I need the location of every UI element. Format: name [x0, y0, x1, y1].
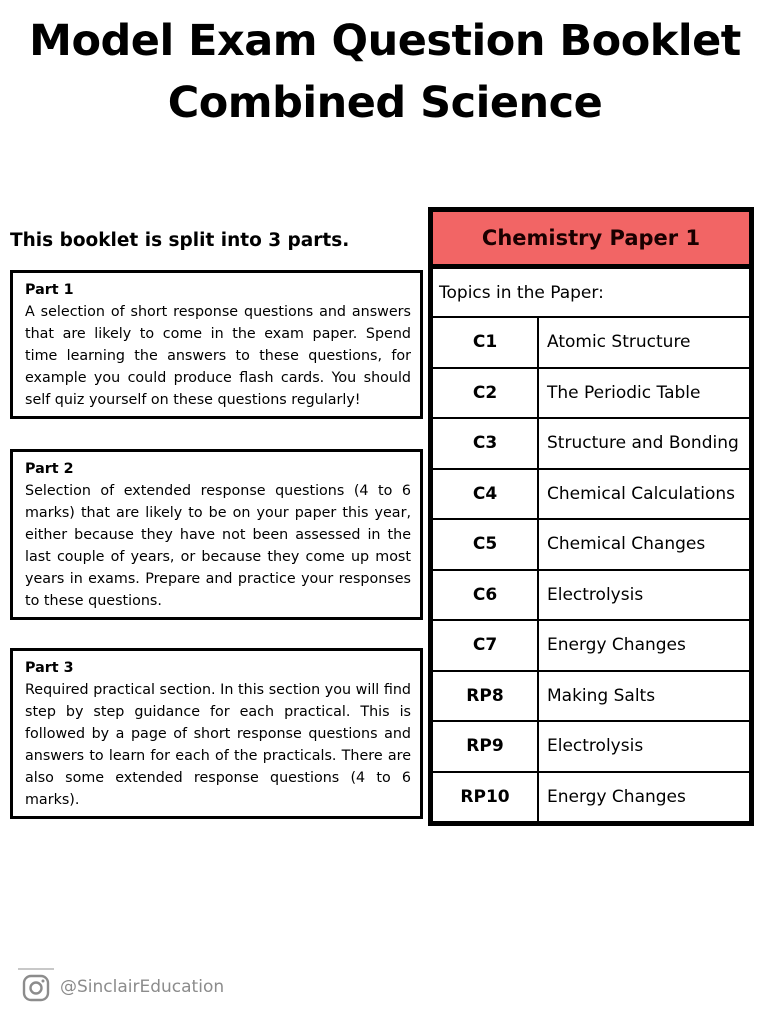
- table-row: [433, 773, 749, 822]
- footer-credit: [18, 968, 224, 1006]
- table-row: [433, 419, 749, 470]
- topic-code: C3: [433, 419, 539, 468]
- footer-handle: @SinclairEducation: [60, 977, 225, 997]
- table-row: [433, 621, 749, 672]
- table-row: [433, 571, 749, 622]
- topic-code: C6: [433, 571, 539, 620]
- part-1-title: Part 1: [25, 282, 74, 298]
- table-row: [433, 520, 749, 571]
- part-3-text: Required practical section. In this section you will find step by step guidance for each practical. This is followed by a page of short response questions and answers to learn for each of the practicals. There are also some extended response questions (4 to 6 marks).: [25, 682, 411, 808]
- topic-code: RP9: [433, 722, 539, 771]
- part-2-box: [10, 449, 423, 620]
- table-row: [433, 672, 749, 723]
- part-2-text: Selection of extended response questions (4 to 6 marks) that are likely to be on your paper this year, either because they have not been assessed in the last couple of years, or because they come up most years in exams. Prepare and practice your responses to these questions.: [25, 483, 411, 609]
- table-row: [433, 369, 749, 420]
- topic-name: Atomic Structure: [547, 332, 691, 353]
- topic-name: Energy Changes: [547, 786, 686, 807]
- title-line-1: Model Exam Question Booklet: [29, 16, 741, 66]
- topic-name: Structure and Bonding: [547, 433, 739, 454]
- table-row: [433, 318, 749, 369]
- table-subheader: Topics in the Paper:: [433, 269, 749, 318]
- table-row: [433, 470, 749, 521]
- topic-code: C5: [433, 520, 539, 569]
- topic-name: Electrolysis: [547, 736, 644, 757]
- part-1-box: [10, 270, 423, 419]
- topic-code: C4: [433, 470, 539, 519]
- topic-name: Making Salts: [547, 685, 656, 706]
- topic-name: Chemical Changes: [547, 534, 706, 555]
- topic-code: RP10: [433, 773, 539, 822]
- chemistry-topics-table: [428, 207, 754, 826]
- instagram-icon: [18, 968, 54, 1006]
- part-3-box: [10, 648, 423, 819]
- page-title: [0, 10, 770, 134]
- topic-name: Chemical Calculations: [547, 483, 735, 504]
- table-header: Chemistry Paper 1: [433, 212, 749, 269]
- topic-name: Energy Changes: [547, 635, 686, 656]
- topic-name: The Periodic Table: [547, 382, 701, 403]
- title-line-2: Combined Science: [167, 78, 603, 128]
- topic-code: C7: [433, 621, 539, 670]
- topic-code: C2: [433, 369, 539, 418]
- table-row: [433, 722, 749, 773]
- topic-code: RP8: [433, 672, 539, 721]
- part-3-title: Part 3: [25, 660, 74, 676]
- part-1-text: A selection of short response questions and answers that are likely to come in the exam paper. Spend time learning the answers to these questions, for example you could produce flash cards. You should self quiz yourself on these questions regularly!: [25, 304, 411, 408]
- intro-text: This booklet is split into 3 parts.: [10, 230, 350, 251]
- topic-name: Electrolysis: [547, 584, 644, 605]
- topic-code: C1: [433, 318, 539, 367]
- part-2-title: Part 2: [25, 461, 74, 477]
